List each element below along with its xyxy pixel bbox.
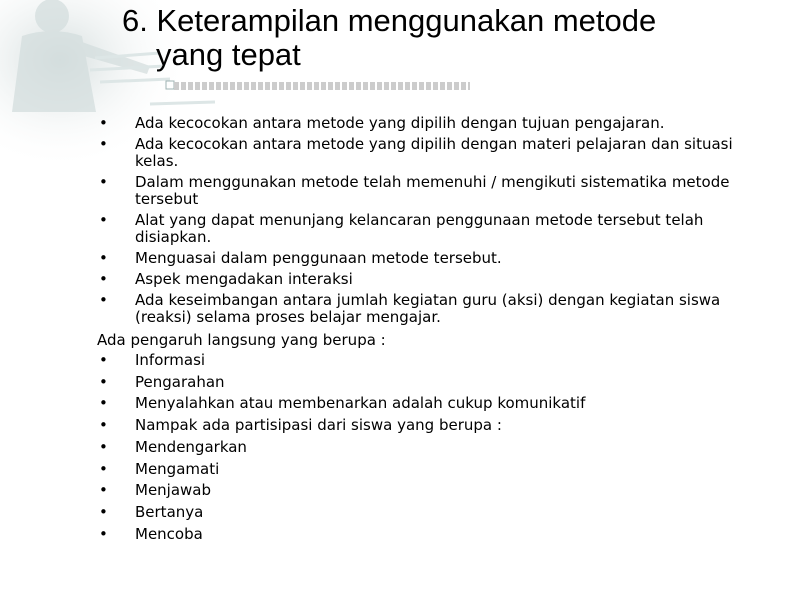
bullet-icon: •: [99, 459, 108, 478]
list-item: [97, 372, 777, 394]
list-item-text: Ada kecocokan antara metode yang dipilih dengan materi pelajaran dan situasi kelas.: [135, 135, 733, 170]
bullet-icon: •: [99, 502, 108, 521]
bullet-icon: •: [99, 173, 108, 191]
bullet-icon: •: [99, 291, 108, 309]
bullet-icon: •: [99, 249, 108, 267]
bullet-icon: •: [99, 372, 108, 391]
list-item: [97, 174, 777, 208]
list-item-text: Bertanya: [135, 502, 204, 521]
bullet-icon: •: [99, 416, 108, 435]
list-item-text: Mencoba: [135, 524, 203, 543]
list-item-text: Informasi: [135, 351, 206, 369]
slide-title-line-2: yang tepat: [156, 37, 301, 72]
influence-list: [97, 350, 777, 545]
list-item: [97, 136, 777, 170]
bullet-icon: •: [99, 351, 108, 369]
list-item-text: Dalam menggunakan metode telah memenuhi / mengikuti sistematika metode tersebut: [135, 173, 730, 208]
list-item-text: Alat yang dapat menunjang kelancaran penggunaan metode tersebut telah disiapkan.: [135, 211, 704, 246]
bullet-icon: •: [99, 394, 108, 413]
bullet-icon: •: [99, 135, 108, 153]
bullet-icon: •: [99, 437, 108, 456]
bullet-icon: •: [99, 481, 108, 500]
list-item: [97, 115, 777, 132]
bullet-icon: •: [99, 114, 108, 132]
list-item-text: Pengarahan: [135, 372, 225, 391]
influence-intro-text: Ada pengaruh langsung yang berupa :: [97, 331, 386, 349]
slide-content: [97, 115, 777, 545]
bullet-icon: •: [99, 524, 108, 543]
list-item-text: Menyalahkan atau membenarkan adalah cukup komunikatif: [135, 394, 586, 413]
list-item: [97, 250, 777, 267]
list-item-text: Ada kecocokan antara metode yang dipilih dengan tujuan pengajaran.: [135, 114, 665, 132]
list-item: [97, 415, 777, 437]
list-item-text: Aspek mengadakan interaksi: [135, 270, 353, 288]
list-item-text: Ada keseimbangan antara jumlah kegiatan guru (aksi) dengan kegiatan siswa (reaksi) selama proses belajar mengajar.: [135, 291, 721, 326]
list-item: [97, 459, 777, 481]
list-item: [97, 212, 777, 246]
bullet-icon: •: [99, 211, 108, 229]
criteria-list: [97, 115, 777, 326]
list-item-text: Nampak ada partisipasi dari siswa yang berupa :: [135, 416, 502, 435]
list-item: [97, 437, 777, 459]
slide-title-line-1: 6. Keterampilan menggunakan metode: [122, 3, 657, 38]
list-item: [97, 350, 777, 372]
bullet-icon: •: [99, 270, 108, 288]
list-item: [97, 524, 777, 546]
list-item: [97, 480, 777, 502]
list-item: [97, 271, 777, 288]
list-item: [97, 502, 777, 524]
list-item-text: Mendengarkan: [135, 437, 247, 456]
list-item-text: Menjawab: [135, 481, 212, 500]
list-item: [97, 393, 777, 415]
slide-title: [122, 4, 762, 72]
list-item-text: Menguasai dalam penggunaan metode tersebut.: [135, 249, 502, 267]
list-item-text: Mengamati: [135, 459, 220, 478]
list-item: [97, 292, 777, 326]
